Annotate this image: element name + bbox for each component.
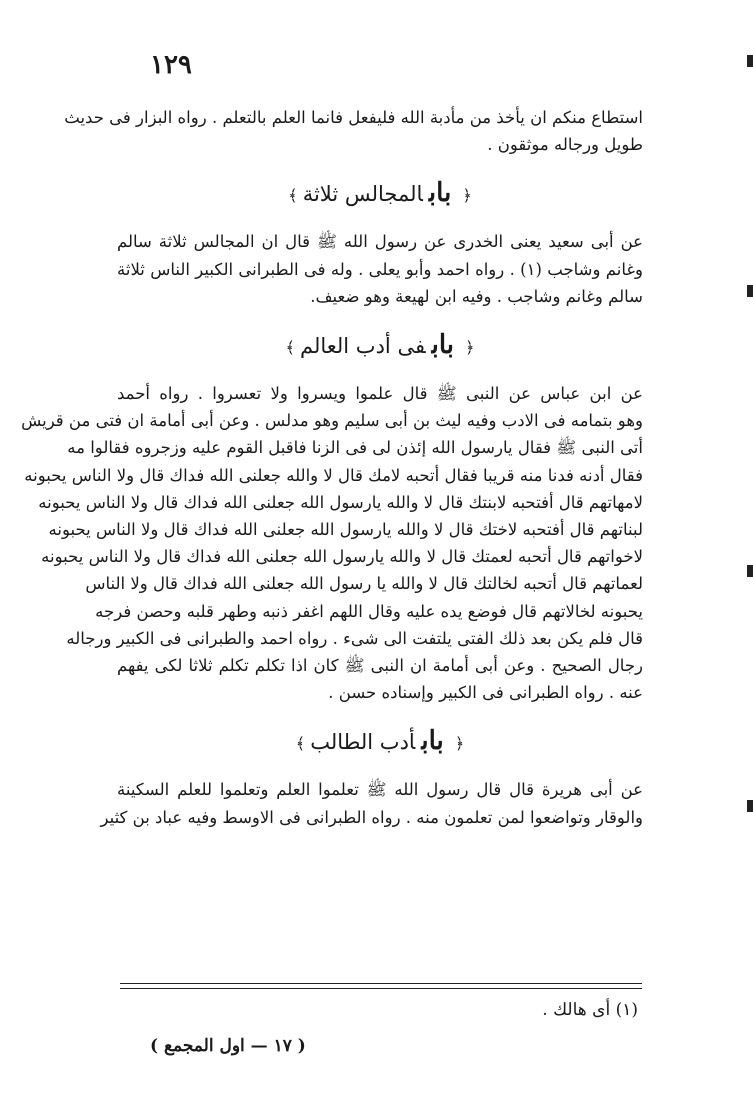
section-heading: [117, 728, 643, 757]
text-line: عن أبى هريرة قال قال رسول الله ﷺ تعلموا العلم وتعلموا للعلم السكينة: [117, 780, 643, 800]
ornament-open: ﴿: [449, 734, 465, 754]
heading-bab: باب: [431, 330, 454, 360]
text-line: أتى النبى ﷺ فقال يارسول الله إئذن لى فى الزنا فاقبل القوم عليه وزجروه فقالوا مه: [67, 438, 643, 458]
text-line: عن أبى سعيد يعنى الخدرى عن رسول الله ﷺ قال ان المجالس ثلاثة سالم: [117, 232, 643, 252]
ornament-open: ﴿: [459, 338, 475, 357]
footnote: (١) أى هالك .: [542, 1000, 638, 1020]
margin-mark: [747, 565, 753, 577]
margin-mark: [747, 285, 753, 297]
ornament-close: ﴾: [285, 338, 300, 357]
section-heading: [117, 332, 643, 361]
text-line: لاخواتهم قال أتحبه لعمتك قال لا والله يارسول الله جعلنى الله فداك قال ولا الناس يحبونه: [41, 547, 643, 567]
text-line: لامهاتهم قال أفتحبه لابنتك قال لا والله يارسول الله جعلنى الله فداك قال ولا الناس يحبونه: [38, 492, 643, 512]
text-line: قال فلم يكن بعد ذلك الفتى يلتفت الى شىء . رواه احمد والطبرانى فى الكبير ورجاله: [66, 628, 643, 648]
signature-mark: ( ١٧ — اول المجمع ): [150, 1036, 306, 1056]
text-line: يحبونه لخالاتهم قال فوضع يده عليه وقال اللهم اغفر ذنبه وطهر قلبه وحصن فرجه: [95, 601, 643, 621]
margin-mark: [747, 800, 753, 812]
page-number: ١٢٩: [150, 50, 192, 80]
text-line: وغانم وشاجب (١) . رواه احمد وأبو يعلى . وله فى الطبرانى الكبير الناس ثلاثة: [117, 259, 643, 279]
text-line: سالم وغانم وشاجب . وفيه ابن لهيعة وهو ضعيف.: [310, 286, 643, 306]
ornament-close: ﴾: [288, 186, 303, 206]
text-line: لبناتهم قال أفتحبه لاختك قال لا والله يارسول الله جعلنى الله فداك قال ولا الناس يحبونه: [48, 520, 643, 539]
text-line: وهو بتمامه فى الادب وفيه ليث بن أبى سليم وهو مدلس . وعن أبى أمامة ان فتى من قريش: [21, 411, 643, 431]
heading-bab: باب: [421, 726, 444, 757]
margin-mark: [747, 55, 753, 67]
heading-title: أدب الطالب: [310, 730, 416, 755]
text-line: فقال أدنه فدنا منه قريبا فقال أتحبه لامك قال لا والله جعلنى الله فداك قال ولا الناس يحبونه: [24, 465, 643, 485]
heading-title: فى أدب العالم: [300, 334, 426, 358]
text-line: والوقار وتواضعوا لمن تعلمون منه . رواه الطبرانى فى الاوسط وفيه عباد بن كثير: [100, 807, 643, 827]
text-line: طويل ورجاله موثقون .: [487, 135, 643, 155]
ornament-close: ﴾: [295, 734, 311, 754]
heading-title: المجالس ثلاثة: [302, 182, 423, 207]
section-heading: [117, 180, 643, 209]
footnote-separator-thin: [120, 988, 642, 989]
text-line: عنه . رواه الطبرانى فى الكبير وإسناده حسن .: [328, 683, 643, 703]
text-line: لعماتهم قال أتحبه لخالتك قال لا والله يا رسول الله جعلنى الله فداك قال ولا الناس: [85, 574, 643, 594]
ornament-open: ﴿: [457, 186, 472, 206]
footnote-separator: [120, 983, 642, 984]
heading-bab: باب: [428, 178, 452, 209]
text-line: رجال الصحيح . وعن أبى أمامة ان النبى ﷺ كان اذا تكلم تكلم ثلاثا لكى يفهم: [117, 656, 643, 675]
text-line: استطاع منكم ان يأخذ من مأدبة الله فليفعل فانما العلم بالتعلم . رواه البزار فى حديث: [64, 108, 643, 127]
text-line: عن ابن عباس عن النبى ﷺ قال علموا ويسروا ولا تعسروا . رواه أحمد: [117, 384, 643, 403]
